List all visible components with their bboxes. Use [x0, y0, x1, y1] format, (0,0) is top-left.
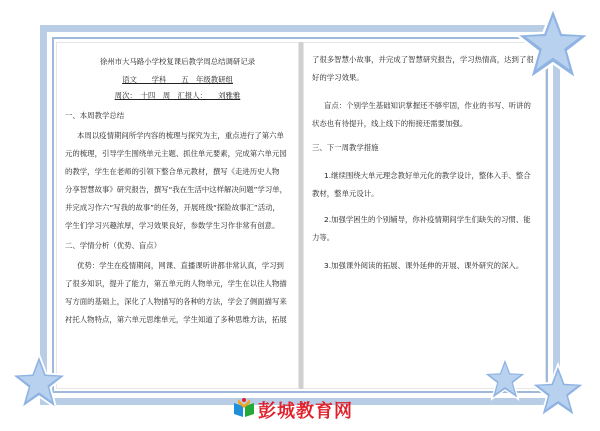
paragraph-line: 了很多知识，提升了能力，第五单元的人物单元，学生在以往人物描 [65, 279, 287, 288]
paragraph-line: 本周以疫情期间所学内容的梳理与探究为主，重点进行了第六单 [77, 131, 284, 140]
subject-grade-line: 语文 学科 五 年级教研组 [122, 75, 233, 84]
paragraph-line: 写方面的基础上，深化了人物描写的各种的方法，学会了侧面描写来 [65, 297, 287, 306]
paragraph-line: 的教学，学生在老师的引领下整合单元教材，撰写《走进历史人物 [65, 167, 280, 176]
paragraph-line: 了很多智慧小故事，并完成了智慧研究报告，学习热情高，达到了很 [312, 55, 534, 64]
star-icon [528, 362, 588, 420]
measure-line: 2.加强学困生的个别辅导，你补疫情期间学生们缺失的习惯、能 [324, 215, 531, 224]
paragraph-line: 优势：学生在疫情期间，网课、直播课听讲都非常认真，学习到 [77, 261, 284, 270]
paragraph-line: 状态也有待提升，线上线下的衔接还需要加强。 [312, 119, 468, 128]
paragraph-line: 学生们学习兴趣浓厚，学习效果良好，参数学生习作非常有创意。 [65, 221, 280, 230]
star-icon [482, 356, 528, 402]
paragraph-line: 盲点：个别学生基础知识掌握还不够牢固，作业的书写、听讲的 [324, 101, 531, 110]
paragraph-line: 并完成习作六“写我的故事”的任务，开展班级“探险故事汇”活动， [65, 203, 280, 212]
section-heading-1: 一、本周教学总结 [65, 111, 125, 120]
logo-text: 彭城教育网 [258, 401, 353, 422]
paragraph-line: 分享智慧故事》研究报告，撰写“我在生活中这样解决问题”学习单， [65, 185, 287, 194]
week-reporter-line: 周次： 十四 周 汇报人： 刘雅雅 [114, 91, 241, 100]
book-logo-icon [232, 397, 256, 419]
measure-line: 力等。 [312, 233, 335, 242]
measure-line: 教材，整单元设计。 [312, 189, 379, 198]
paragraph-line: 衬托人物特点，第六单元思维单元，学生知道了多种思维方法，拓展 [65, 315, 287, 324]
measure-line: 1.继续围绕大单元理念教好单元化的教学设计，整体入手、整合 [324, 171, 531, 180]
section-heading-2: 二、学情分析（优势、盲点） [65, 241, 162, 250]
measure-line: 3.加强课外阅读的拓展、课外延伸的开展、课外研究的深入。 [324, 261, 524, 270]
document-page-right [303, 42, 546, 389]
paragraph-line: 元的梳理，引导学生围绕单元主题、抓住单元要素，完成第六单元园 [65, 149, 287, 158]
paragraph-line: 好的学习效果。 [312, 73, 364, 82]
section-heading-3: 三、下一周教学措施 [312, 143, 379, 152]
document-page-left [56, 42, 299, 389]
star-icon [8, 352, 70, 412]
star-icon [510, 4, 596, 84]
site-logo [232, 395, 372, 423]
document-title: 徐州市大马路小学校复课后教学周总结调研记录 [99, 57, 256, 66]
